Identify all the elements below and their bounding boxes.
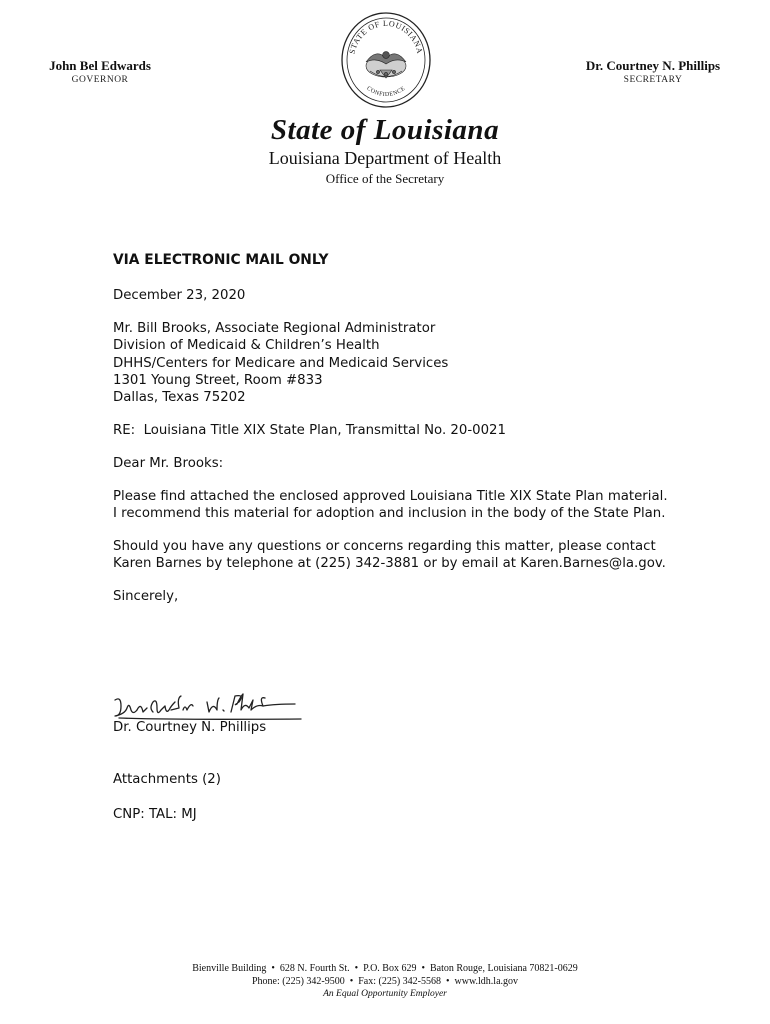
recipient-address xyxy=(113,320,673,406)
closing: Sincerely, xyxy=(113,588,179,604)
department-name: Louisiana Department of Health xyxy=(268,148,502,168)
address-line: Dallas, Texas 75202 xyxy=(113,390,246,406)
secretary-title: SECRETARY xyxy=(623,75,683,85)
seal-bottom-text: CONFIDENCE xyxy=(365,85,407,99)
governor-block xyxy=(30,58,170,85)
subject-line: RE: Louisiana Title XIX State Plan, Transmittal No. 20-0021 xyxy=(113,423,506,439)
address-line: 1301 Young Street, Room #833 xyxy=(113,372,323,388)
seal-top-text: STATE OF LOUISIANA xyxy=(347,18,425,55)
footer-eoe: An Equal Opportunity Employer xyxy=(323,989,447,999)
louisiana-state-seal xyxy=(340,10,432,110)
svg-text:STATE OF LOUISIANA xyxy=(348,19,425,55)
handwritten-signature xyxy=(113,688,303,722)
body-paragraph-2-text: Should you have any questions or concerns regarding this matter, please contact Karen Barnes by telephone at (225) 342-3881 or by email at Karen.Barnes@la.gov. xyxy=(113,538,666,572)
letter-body xyxy=(113,252,673,621)
svg-text:CONFIDENCE xyxy=(365,86,406,98)
letterhead-footer xyxy=(0,962,770,1001)
governor-title: GOVERNOR xyxy=(71,75,129,85)
secretary-block xyxy=(578,58,728,85)
governor-name: John Bel Edwards xyxy=(49,58,151,73)
address-line: Mr. Bill Brooks, Associate Regional Administrator xyxy=(113,321,436,337)
signer-name: Dr. Courtney N. Phillips xyxy=(113,720,267,735)
secretary-name: Dr. Courtney N. Phillips xyxy=(585,58,721,73)
office-name: Office of the Secretary xyxy=(325,171,445,186)
address-line: Division of Medicaid & Children’s Health xyxy=(113,338,380,354)
footer-contact: Phone: (225) 342-9500 • Fax: (225) 342-5568 • www.ldh.la.gov xyxy=(251,976,519,987)
letter-date: December 23, 2020 xyxy=(113,288,246,304)
footer-address: Bienville Building • 628 N. Fourth St. • P.O. Box 629 • Baton Rouge, Louisiana 70821-0629 xyxy=(192,963,578,974)
delivery-method: VIA ELECTRONIC MAIL ONLY xyxy=(113,252,329,268)
attachments-note: Attachments (2) xyxy=(113,772,221,787)
signature-block xyxy=(113,688,313,735)
state-title: State of Louisiana xyxy=(270,114,500,146)
body-paragraph-2 xyxy=(113,538,673,573)
address-line: DHHS/Centers for Medicare and Medicaid Services xyxy=(113,355,449,371)
salutation: Dear Mr. Brooks: xyxy=(113,455,224,471)
body-paragraph-1: Please find attached the enclosed approved Louisiana Title XIX State Plan material. I recommend this material for adoption and inclusion in the body of the State Plan. xyxy=(113,488,668,521)
reference-initials: CNP: TAL: MJ xyxy=(113,807,197,822)
